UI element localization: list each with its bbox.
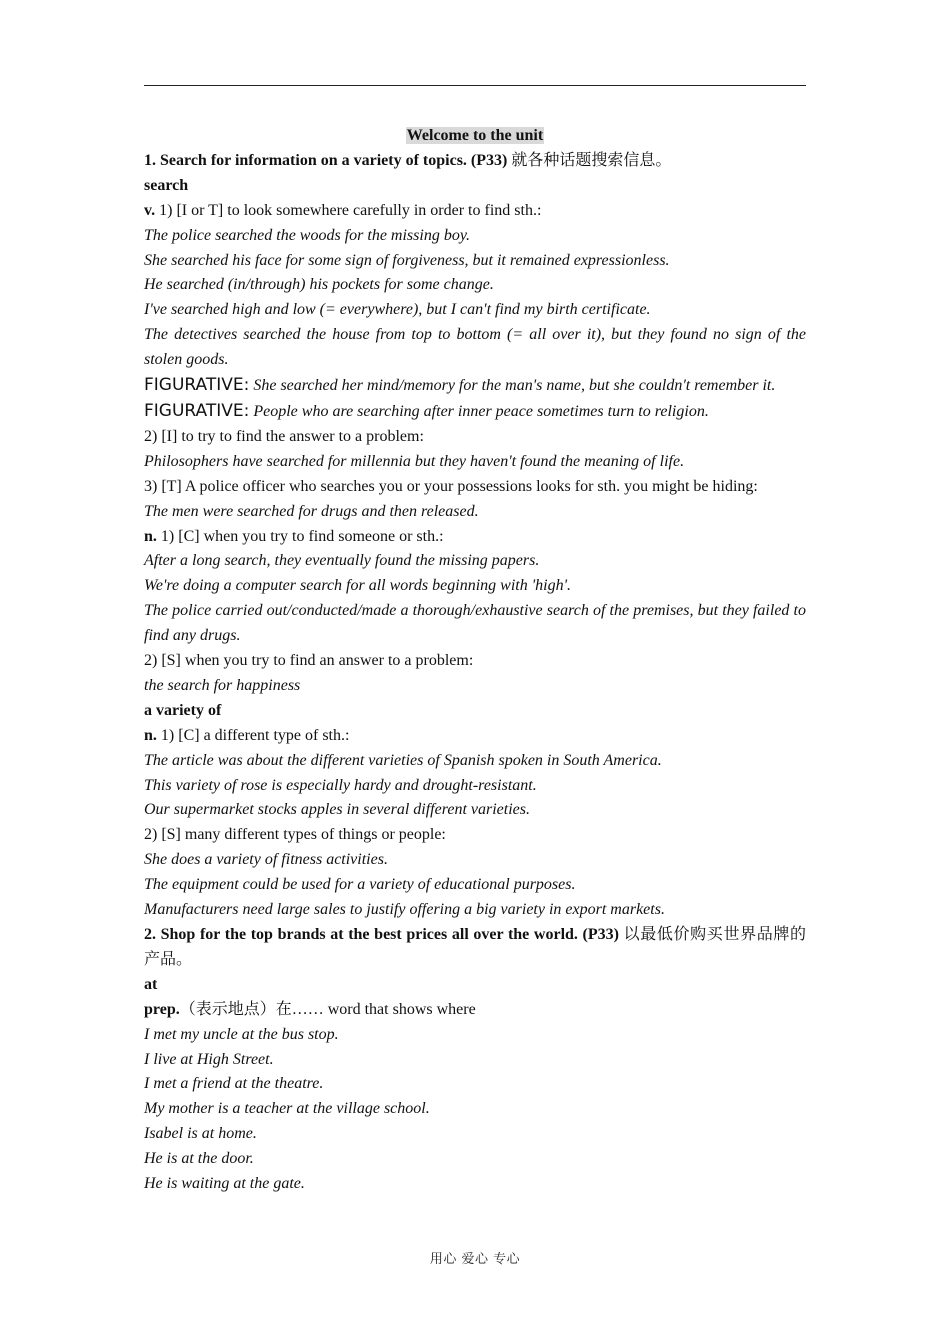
page-title: Welcome to the unit [406,127,544,144]
definition: n. 1) [C] a different type of sth.: [144,726,350,744]
example-sentence: He searched (in/through) his pockets for some change. [144,276,494,294]
example-sentence: Manufacturers need large sales to justify offering a big variety in export markets. [144,901,665,919]
definition: prep.（表示地点）在…… word that shows where [144,1000,476,1018]
definition: n. 1) [C] when you try to find someone or sth.: [144,527,444,545]
definition: v. 1) [I or T] to look somewhere carefully in order to find sth.: [144,201,542,219]
definition: 2) [S] many different types of things or people: [144,826,446,844]
example-sentence: Philosophers have searched for millennia but they haven't found the meaning of life. [144,452,685,470]
example-sentence: The equipment could be used for a variety of educational purposes. [144,876,576,894]
example-sentence: He is at the door. [144,1150,254,1168]
section-heading: 2. Shop for the top brands at the best prices all over the world. (P33) 以最低价购买世界品牌的产品。 [144,926,806,968]
example-sentence: I met a friend at the theatre. [144,1075,324,1093]
example-sentence: The article was about the different varieties of Spanish spoken in South America. [144,751,662,769]
page-footer: 用心 爱心 专心 [429,1252,521,1267]
example-sentence: My mother is a teacher at the village school. [144,1100,430,1118]
example-sentence: The detectives searched the house from top to bottom (= all over it), but they found no sign of the stolen goods. [144,326,806,369]
example-sentence: After a long search, they eventually found the missing papers. [144,552,540,570]
example-sentence: She searched his face for some sign of forgiveness, but it remained expressionless. [144,251,670,269]
section-heading: 1. Search for information on a variety of topics. (P33) 就各种话题搜索信息。 [144,151,672,169]
definition: 2) [S] when you try to find an answer to a problem: [144,652,474,670]
headword: search [144,176,189,194]
example-sentence: I met my uncle at the bus stop. [144,1025,339,1043]
example-sentence: I live at High Street. [144,1050,274,1068]
example-sentence: We're doing a computer search for all words beginning with 'high'. [144,577,571,595]
header-rule [144,85,806,86]
example-sentence: the search for happiness [144,676,301,694]
definition: 2) [I] to try to find the answer to a problem: [144,427,424,445]
definition: 3) [T] A police officer who searches you or your possessions looks for sth. you might be hiding: [144,477,758,495]
figurative-example: FIGURATIVE: She searched her mind/memory for the man's name, but she couldn't remember it. [144,375,776,396]
example-sentence: This variety of rose is especially hardy and drought-resistant. [144,776,537,794]
example-sentence: The police carried out/conducted/made a thorough/exhaustive search of the premises, but they failed to find any drugs. [144,602,806,645]
example-sentence: Our supermarket stocks apples in several different varieties. [144,801,530,819]
example-sentence: The police searched the woods for the missing boy. [144,226,471,244]
example-sentence: She does a variety of fitness activities. [144,851,388,869]
figurative-example: FIGURATIVE: People who are searching after inner peace sometimes turn to religion. [144,400,709,421]
example-sentence: I've searched high and low (= everywhere), but I can't find my birth certificate. [144,301,651,319]
document-body [144,124,806,1197]
headword: a variety of [144,701,222,719]
example-sentence: He is waiting at the gate. [144,1175,305,1193]
example-sentence: The men were searched for drugs and then released. [144,502,479,520]
example-sentence: Isabel is at home. [144,1125,257,1143]
headword: at [144,975,158,993]
